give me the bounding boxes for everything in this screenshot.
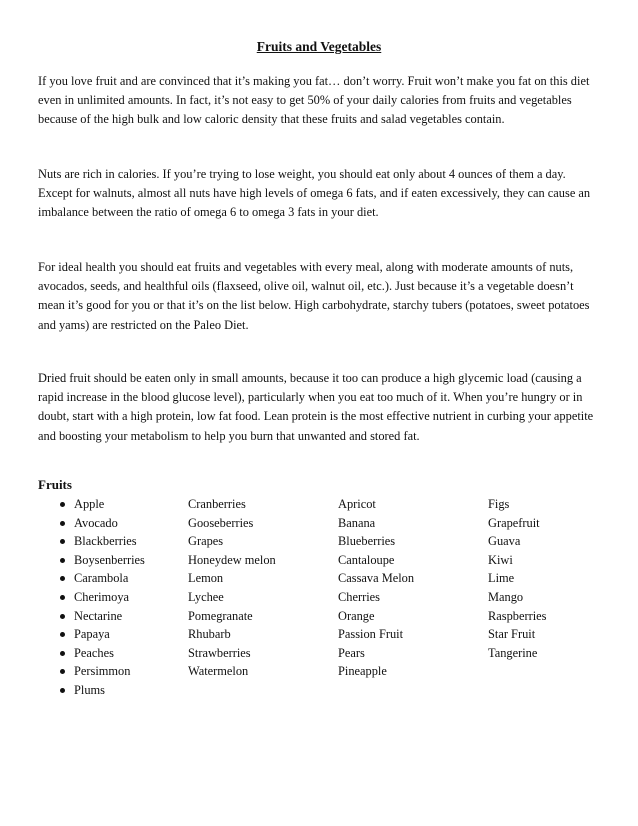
fruit-list-item: Blueberries [338,534,396,549]
fruit-list-item: Figs [488,497,510,511]
fruit-list [38,495,608,700]
fruit-list-item: Gooseberries [188,515,254,530]
fruit-name: Papaya [74,627,110,642]
fruit-name: Apple [74,497,105,511]
fruit-list-item: Star Fruit [488,627,536,642]
fruit-list-item: Tangerine [488,645,538,660]
fruit-list-item [38,588,188,607]
fruit-list-item: Strawberries [188,645,251,660]
fruit-name: Persimmon [74,664,131,679]
fruit-name: Carambola [74,571,129,586]
fruit-list-item: Banana [338,515,376,530]
fruit-list-item [38,681,188,700]
fruit-list-item: Kiwi [488,552,513,567]
fruit-name: Peaches [74,645,114,660]
fruit-name: Nectarine [74,608,123,623]
fruit-list-item [38,662,188,681]
fruit-list-item [38,607,188,626]
fruit-list-item: Guava [488,534,521,549]
fruit-list-item: Pears [338,645,365,660]
fruit-list-item: Apricot [338,497,376,511]
fruit-list-item: Mango [488,589,524,604]
fruit-list-item: Lychee [188,589,224,604]
paragraph-fruit-intro: If you love fruit and are convinced that it’s making you fat… don’t worry. Fruit won’t make you fat on this diet even in unlimited amounts. In fact, it’s not easy to get 50% of your daily calories from fruits and vegetables because of the high bulk and low caloric density that these fruits and salad vegetables contain. [38,74,590,127]
fruits-heading: Fruits [38,477,72,492]
fruit-list-empty-cell [488,662,608,681]
fruit-list-item: Lime [488,571,515,586]
fruit-list-item: Passion Fruit [338,627,404,642]
fruit-name: Plums [74,682,105,697]
fruit-list-item: Cassava Melon [338,571,415,586]
fruit-list-item: Watermelon [188,664,249,679]
fruit-list-empty-cell [488,681,608,700]
fruit-list-item: Pomegranate [188,608,253,623]
fruit-list-item: Cantaloupe [338,552,395,567]
fruit-list-item: Rhubarb [188,627,231,642]
fruit-list-item: Honeydew melon [188,552,276,567]
fruit-list-item: Grapes [188,534,224,549]
fruit-list-item: Orange [338,608,375,623]
fruit-name: Cherimoya [74,589,130,604]
fruit-list-item [38,551,188,570]
fruit-list-empty-cell [188,681,338,700]
fruit-name: Boysenberries [74,552,145,567]
fruit-list-item [38,532,188,551]
fruit-list-item: Pineapple [338,664,387,679]
fruit-list-item: Raspberries [488,608,547,623]
fruit-list-item: Lemon [188,571,224,586]
fruit-list-item: Grapefruit [488,515,540,530]
fruit-list-item: Cherries [338,589,380,604]
fruit-list-empty-cell [338,681,488,700]
paragraph-dried-fruit: Dried fruit should be eaten only in small amounts, because it too can produce a high glycemic load (causing a rapid increase in the blood glucose level), particularly when you eat too much of it. When you’re hungry or in doubt, start with a high protein, low fat food. Lean protein is the most effective nutrient in curbing your appetite and boosting your metabolism to help you burn that unwanted and stored fat. [38,371,594,443]
page-title: Fruits and Vegetables [256,39,382,54]
fruit-list-item: Cranberries [188,497,246,511]
fruit-list-item [38,569,188,588]
fruit-list-item [38,495,188,514]
paragraph-ideal-health: For ideal health you should eat fruits and vegetables with every meal, along with moderate amounts of nuts, avocados, seeds, and healthful oils (flaxseed, olive oil, walnut oil, etc.). Just because it’s a vegetable doesn’t mean it’s good for you or that it’s on the list below. High carbohydrate, starchy tubers (potatoes, sweet potatoes and yams) are restricted on the Paleo Diet. [38,260,590,332]
fruit-list-item [38,644,188,663]
fruit-name: Avocado [74,515,118,530]
paragraph-nuts: Nuts are rich in calories. If you’re trying to lose weight, you should eat only about 4 ounces of them a day. Except for walnuts, almost all nuts have high levels of omega 6 fats, and if eaten excessively, they can cause an imbalance between the ratio of omega 6 to omega 3 fats in your diet. [38,167,591,220]
fruit-list-item [38,514,188,533]
fruit-list-item [38,625,188,644]
fruit-name: Blackberries [74,534,137,549]
